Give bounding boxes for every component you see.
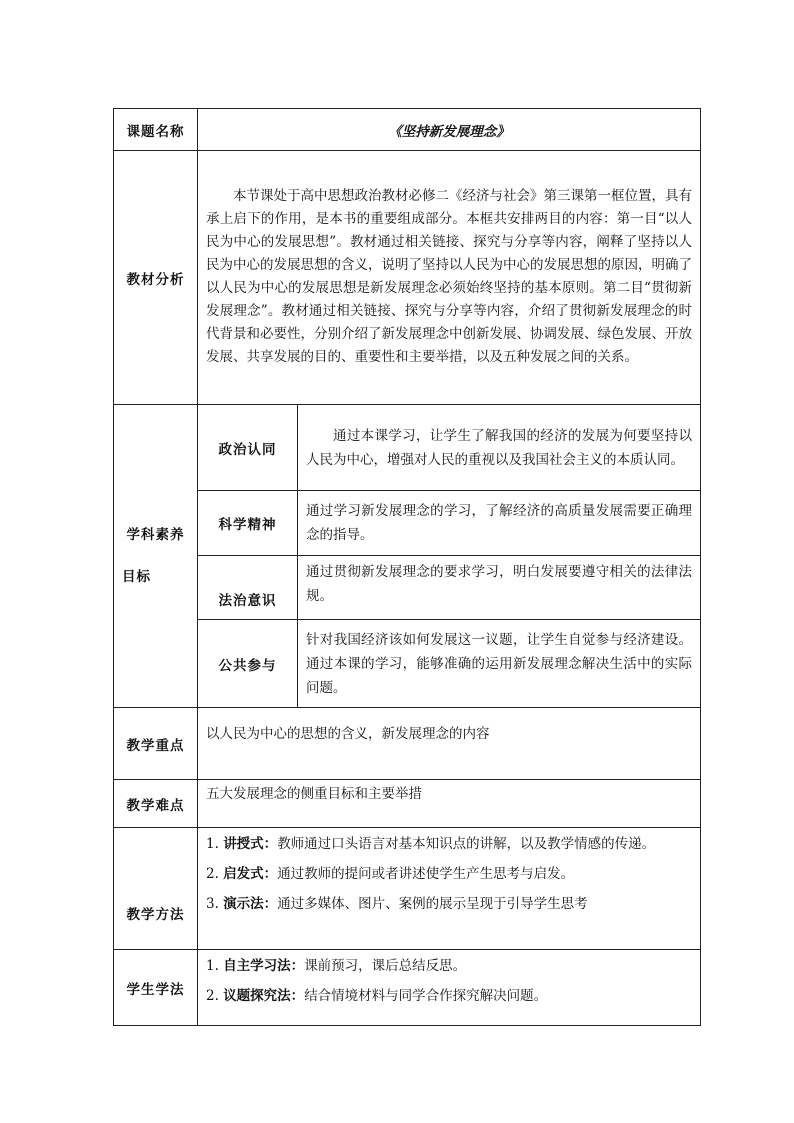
material-cell — [198, 151, 701, 405]
method-text: 通过教师的提问或者讲述使学生产生思考与启发。 — [277, 866, 575, 882]
method-name: 启发式： — [223, 866, 278, 882]
goal-label-public: 公共参与 — [198, 620, 298, 708]
difficulties-label: 教学难点 — [114, 780, 198, 828]
goal-text-science: 通过学习新发展理念的学习，了解经济的高质量发展需要正确理念的指导。 — [306, 503, 692, 543]
topic-label: 课题名称 — [114, 109, 198, 151]
methods-label: 教学方法 — [114, 828, 198, 950]
row-topic — [114, 109, 701, 151]
method-name: 讲授式： — [223, 836, 278, 852]
goal-cell-political — [298, 405, 701, 491]
difficulties-text: 五大发展理念的侧重目标和主要举措 — [206, 786, 422, 802]
row-goal-3 — [114, 556, 701, 620]
row-methods — [114, 828, 701, 950]
goals-label-line2: 目标 — [122, 569, 151, 585]
study-item — [198, 952, 700, 980]
method-item — [198, 860, 700, 888]
row-goal-4 — [114, 620, 701, 708]
goals-label — [114, 405, 198, 708]
row-goal-1 — [114, 405, 701, 491]
method-name: 演示法： — [223, 896, 278, 912]
goal-cell-law — [298, 556, 701, 620]
material-label: 教材分析 — [114, 151, 198, 405]
key-points-label: 教学重点 — [114, 708, 198, 780]
goal-cell-public — [298, 620, 701, 708]
goal-text-law: 通过贯彻新发展理念的要求学习，明白发展要遵守相关的法律法规。 — [306, 564, 692, 604]
goals-label-line1: 学科素养 — [126, 527, 185, 543]
topic-value: 《坚持新发展理念》 — [198, 109, 701, 151]
method-item — [198, 830, 700, 858]
material-text: 本节课处于高中思想政治教材必修二《经济与社会》第三课第一框位置，具有承上启下的作用，是本书的重要组成部分。本框共安排两目的内容：第一目“以人民为中心的发展思想”。教材通过相关链接、探究与分享等内容，阐释了坚持以人民为中心的发展思想的含义，说明了坚持以人民为中心的发展思想的原因，明确了以人民为中心的发展思想是新发展理念必须始终坚持的基本原则。第二目“贯彻新发展理念”。教材通过相关链接、探究与分享等内容，介绍了贯彻新发展理念的时代背景和必要性，分别介绍了新发展理念中创新发展、协调发展、绿色发展、开放发展、共享发展的目的、重要性和主要举措，以及五种发展之间的关系。 — [206, 187, 692, 365]
methods-cell — [198, 828, 701, 950]
method-num: 1. — [206, 836, 219, 852]
key-points-text: 以人民为中心的思想的含义，新发展理念的内容 — [206, 726, 490, 742]
study-text: 结合情境材料与同学合作探究解决问题。 — [304, 988, 548, 1004]
method-num: 2. — [206, 866, 219, 882]
method-text: 教师通过口头语言对基本知识点的讲解，以及教学情感的传递。 — [277, 836, 656, 852]
study-num: 1. — [206, 958, 219, 974]
row-key-points — [114, 708, 701, 780]
method-item — [198, 890, 700, 918]
row-difficulties — [114, 780, 701, 828]
method-text: 通过多媒体、图片、案例的展示呈现于引导学生思考 — [277, 896, 588, 912]
key-points-cell — [198, 708, 701, 780]
goal-cell-science — [298, 491, 701, 556]
study-num: 2. — [206, 988, 219, 1004]
row-material — [114, 151, 701, 405]
row-goal-2 — [114, 491, 701, 556]
lesson-plan-table — [113, 108, 701, 1026]
study-name: 自主学习法： — [223, 958, 305, 974]
goal-text-political: 通过本课学习，让学生了解我国的经济的发展为何要坚持以人民为中心，增强对人民的重视以及我国社会主义的本质认同。 — [306, 427, 692, 468]
row-study — [114, 950, 701, 1026]
goal-label-political: 政治认同 — [198, 405, 298, 491]
goal-label-law: 法治意识 — [198, 556, 298, 620]
method-num: 3. — [206, 896, 219, 912]
study-cell — [198, 950, 701, 1026]
study-name: 议题探究法： — [223, 988, 305, 1004]
study-label: 学生学法 — [114, 950, 198, 1026]
goal-text-public: 针对我国经济该如何发展这一议题，让学生自觉参与经济建设。通过本课的学习，能够准确的运用新发展理念解决生活中的实际问题。 — [306, 631, 692, 696]
study-item — [198, 982, 700, 1010]
difficulties-cell — [198, 780, 701, 828]
study-text: 课前预习，课后总结反思。 — [304, 958, 467, 974]
goal-label-science: 科学精神 — [198, 491, 298, 556]
